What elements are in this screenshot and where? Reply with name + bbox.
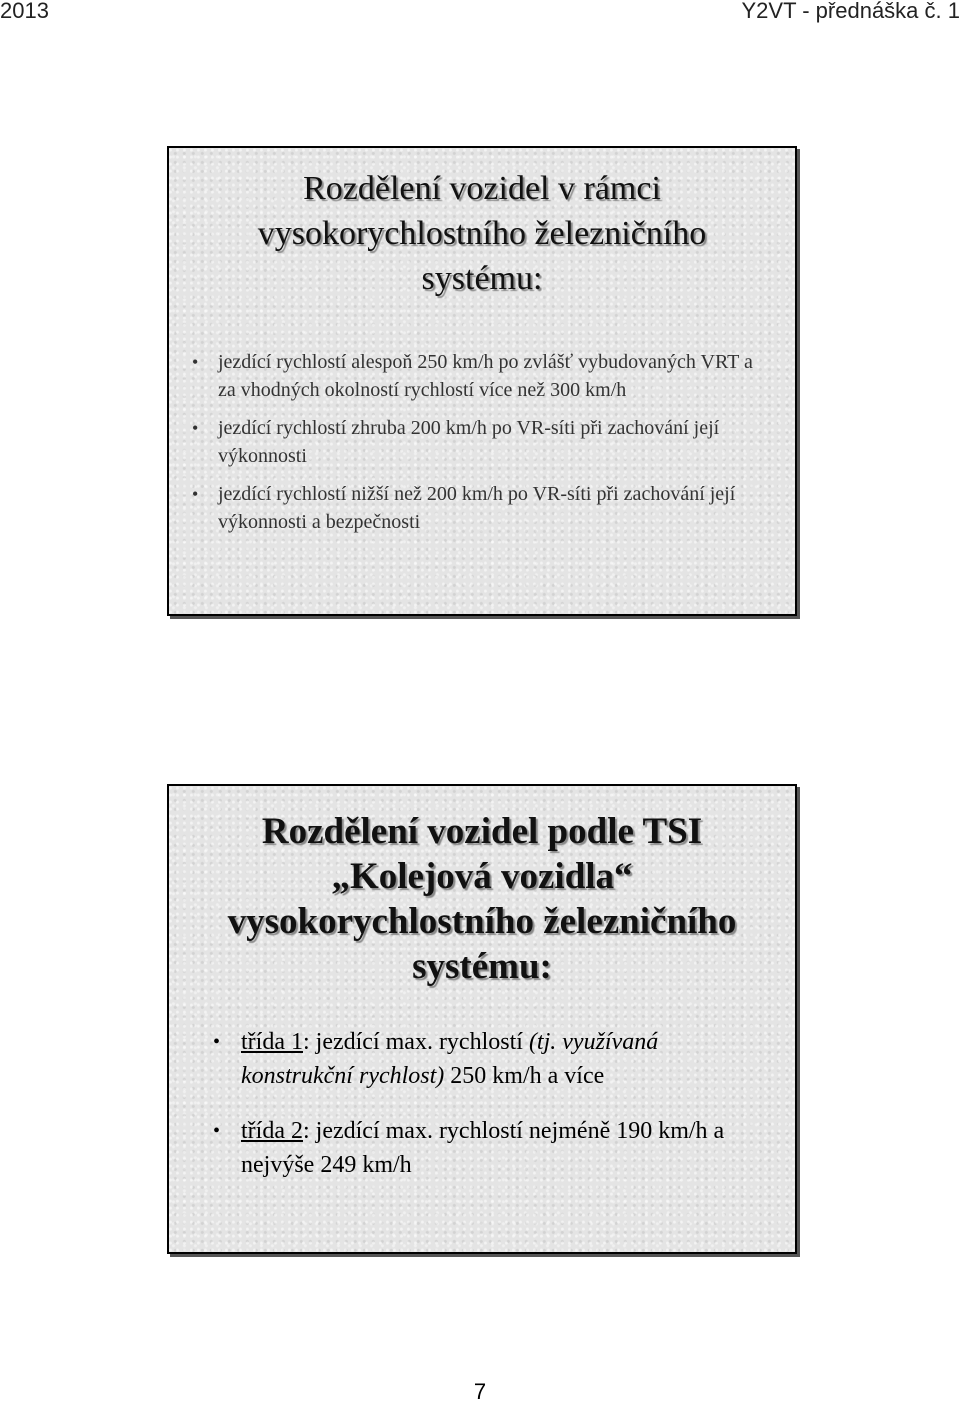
slide-2 xyxy=(167,784,797,1254)
slide-1-title xyxy=(169,148,795,301)
slide-2-title-line: Rozdělení vozidel podle TSI xyxy=(261,811,703,852)
class-text: jezdící max. rychlostí xyxy=(309,1029,529,1055)
list-item xyxy=(192,414,775,470)
bullet-icon: • xyxy=(213,1120,221,1142)
class-note: (tj. využívaná konstrukční rychlost) xyxy=(241,1029,659,1089)
class-separator: : xyxy=(302,1029,310,1055)
list-item xyxy=(213,1114,775,1182)
bullet-icon: • xyxy=(192,418,199,438)
slide-1 xyxy=(167,146,797,616)
list-item xyxy=(192,348,775,404)
slide-2-bullet-list xyxy=(169,1025,795,1182)
bullet-icon: • xyxy=(192,484,199,504)
slide-1-bullet-list xyxy=(169,348,795,536)
list-item-text: jezdící rychlostí nižší než 200 km/h po VR-síti při zachování její výkonnosti a bezpečnosti xyxy=(218,483,736,533)
bullet-icon: • xyxy=(213,1031,221,1053)
page-number: 7 xyxy=(473,1379,487,1404)
list-item xyxy=(192,480,775,536)
header-course: Y2VT - přednáška č. 1 xyxy=(741,0,960,23)
slide-2-title-line: systému: xyxy=(412,946,552,987)
class-label: třída 2 xyxy=(241,1118,303,1144)
class-text-rest: 250 km/h a více xyxy=(444,1063,605,1089)
list-item-text: jezdící rychlostí alespoň 250 km/h po zvlášť vybudovaných VRT a za vhodných okolností rychlostí více než 300 km/h xyxy=(218,351,753,401)
slide-2-title xyxy=(169,786,795,989)
class-separator: : xyxy=(302,1118,310,1144)
bullet-icon: • xyxy=(192,352,199,372)
header-year: 2013 xyxy=(0,0,49,23)
slide-2-title-line: „Kolejová vozidla“ xyxy=(331,856,633,897)
list-item xyxy=(213,1025,775,1093)
slide-1-title-line: Rozdělení vozidel v rámci xyxy=(303,170,661,207)
slide-2-title-line: vysokorychlostního železničního xyxy=(227,901,737,942)
slide-1-title-line: vysokorychlostního železničního xyxy=(257,215,707,252)
class-text: jezdící max. rychlostí nejméně 190 km/h a nejvýše 249 km/h xyxy=(241,1118,725,1178)
list-item-text: jezdící rychlostí zhruba 200 km/h po VR-síti při zachování její výkonnosti xyxy=(218,417,720,467)
slide-1-title-line: systému: xyxy=(421,260,543,297)
class-label: třída 1 xyxy=(241,1029,303,1055)
